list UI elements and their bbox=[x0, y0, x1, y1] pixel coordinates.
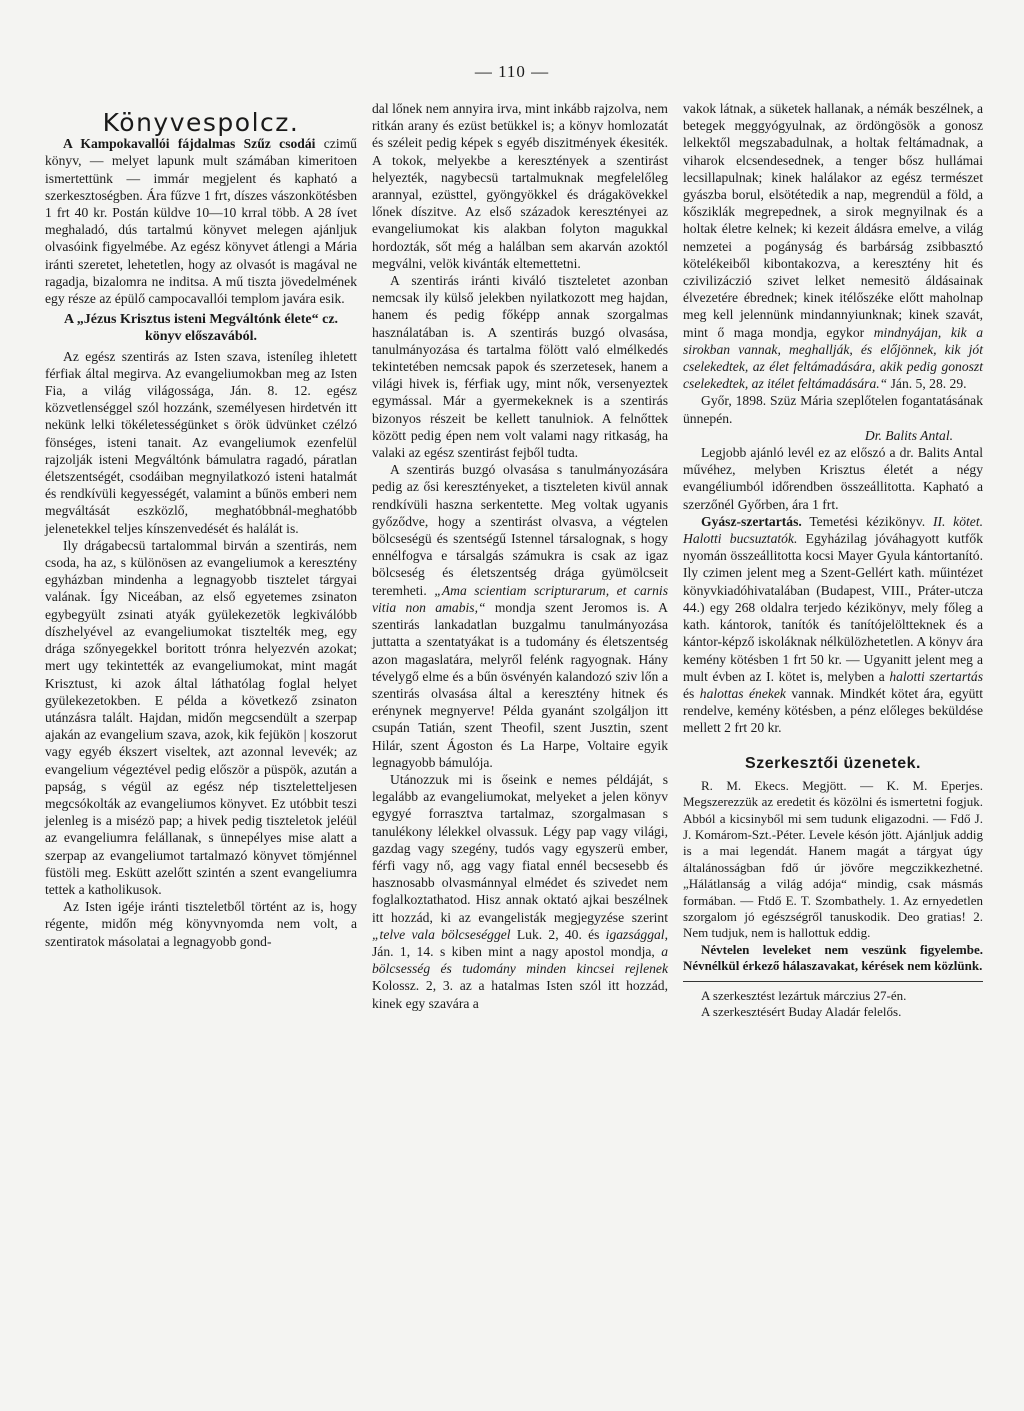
footer-line: A szerkesztésért Buday Aladár felelős. bbox=[701, 1004, 902, 1019]
divider bbox=[683, 981, 983, 982]
book-title: Gyász-szertartás. bbox=[701, 513, 802, 529]
column-1 bbox=[45, 100, 357, 950]
preface-paragraph bbox=[372, 771, 668, 1012]
text-run: halotti szertartás bbox=[889, 668, 983, 684]
text-run: Ján. 5, 28. 29. bbox=[887, 376, 967, 392]
preface-paragraph: dal lőnek nem annyira irva, mint inkább rajzolva, nem ritkán arany és ezüst betükkel is; a könyv homlozatát és széleit pedig képek s egyéb diszitmények ékesiték. A tokok, melyekbe a keresztények a szentirást helyezték, nagybecsü tartalmuknak megfelelőleg arannyal, ezüsttel, gyöngyökkel és drágakövekkel lőnek díszitve. Az első századok keresztényei az evangeliumokat kis alakban folyton magukkal hordozták, sőt még a halálban sem akarván azoktól megválni, velök kivánták eltemettetni. bbox=[372, 101, 668, 271]
column-3 bbox=[683, 100, 983, 1020]
section-title: Könyvespolcz. bbox=[102, 108, 300, 137]
quote: igazsággal bbox=[605, 926, 665, 942]
text-run: és bbox=[683, 685, 700, 701]
text-run: Luk. 2, 40. és bbox=[510, 926, 606, 942]
book-title: A Kampokavallói fájdalmas Szűz csodái bbox=[63, 136, 316, 152]
review-paragraph: Legjobb ajánló levél ez az előszó a dr. Balits Antal művéhez, melyben Krisztus életét a négy evangéliumból időrendben összeállitotta. Kapható a szerzőnél Győrben, ára 1 frt. bbox=[683, 445, 983, 512]
preface-paragraph: A szentirás iránti kiváló tiszteletet azonban nemcsak ily külső jelekben nyilatkozott meg hajdan, hanem és pedig főképp annak szorgalmas használatában is. A szentirás buzgó olvasása, tanulmányozása és tartalma fölött való elmélkedés tekintetében nemcsak papok és szerzetesek, hanem a világi hivek is, férfiak ugy, mint nők, versenyeztek egymással. Már a gyermekeknek is a szentirás bizonyos részeit be kellett tanulniok. A felnőttek között pedig épen nem volt valami nagy ritkaság, ha valaki az egész szentirást fejből tudta. bbox=[372, 273, 668, 461]
column-2 bbox=[372, 100, 668, 1012]
book-notice-text: czimű könyv, — melyet lapunk mult számában kimeritoen ismertettünk — immár megjelent és kapható a szerkesztoségben. Ára fűzve 1 frt, díszes vászonkötésben 1 frt 40 kr. Postán küldve 10—10 krral több. A 28 ívet meghaladó, dús tartalmú könyvet melegen ajánljuk olvasóink figyelmébe. Az egész könyvet átlengi a Mária iránti szeretet, lehetetlen, hogy az olvasót is magával ne ragadja, bizalomra ne inditsa. A mű tiszta jövedelmének egy része az épülő campocavallói templom javára esik. bbox=[45, 136, 357, 307]
text-run: Kolossz. 2, 3. az a hatalmas Isten szól itt hozzád, kinek egy szavára a bbox=[372, 978, 668, 1011]
preface-heading: A „Jézus Krisztus isteni Megváltónk élete“ cz. könyv előszavából. bbox=[63, 312, 339, 345]
editor-messages: R. M. Ekecs. Megjött. — K. M. Eperjes. Megszerezzük az eredetit és közölni és ismertetni fogjuk. Abból a kicsinyből mi sem tudunk eligazodni. — Fdő J. J. Komárom-Szt.-Péter. Levele késón jött. Ajánljuk addig is a mai legendát. Hanem magát a tárgyat úgy általánosságban fdő úr jövőre megczikkezhetné. „Hálátlanság a világ adója“ mindig, csak másmás formában. — Ftdő E. T. Szombathely. 1. Az ernyedetlen szorgalom jó egészségről tanuskodik. Deo gratias! 2. Nem tudjuk, nem is hallottuk eddig. bbox=[683, 777, 983, 941]
preface-paragraph: Az Isten igéje iránti tiszteletből történt az is, hogy régente, midőn még könyvnyomda nem volt, a szentiratok másolatai a legnagyobb gond- bbox=[45, 899, 357, 949]
text-run: vakok látnak, a süketek hallanak, a némák beszélnek, a betegek meggyógyulnak, az ördöngösök a gonosz lelkektől megszabadulnak, a holtak feltámadnak, a viharok elcsendesednek, a tenger bősz hullámai lecsillapulnak; kinek halálakor az egész természet gyászba borul, elsötétedik a nap, megrendül a föld, a kősziklák megrepednek, a sirok megnyilnak és a holtak életre kelnek; ki kezeit áldásra emelve, a világ nemzetei a pogányság és barbárság zsibbasztó kötelékeiből kibontakozva, a keresztény hit és czivilizáczió szivet lelket nemesitö áldásainak élvezetére ébrednek; kinek itélőszéke előtt maholnap meg kell jelennünk mindannyiunknak; kinek szavát, mint ő maga mondja, egykor bbox=[683, 101, 983, 340]
page-number: — 110 — bbox=[474, 62, 550, 81]
subtitle: II. kötet. Halotti bucsuztatók. bbox=[683, 513, 983, 547]
text-run: mondja szent Jeromos is. A szentirás lankadatlan buzgalmu tanulmányozása juttatta a szentatyákat is a tudomány és életszentség azon magaslatára, melyről felénk ragyognak. Hány tévelygő elme és a bűn ösvényén kalandozó sziv lőn a szentirás olvasása által a keresztény hitnek és erénynek megnyerve! Példa gyanánt szolgáljon itt csupán Tatián, szent Theofil, szent Jusztin, szent Hilár, szent Ágoston és La Harpe, Voltaire egyik legnagyobb bámulója. bbox=[372, 599, 668, 770]
quote: a bölcsesség és tudomány minden kincsei rejlenek bbox=[372, 943, 668, 977]
text-run: Utánozzuk mi is őseink e nemes példáját, s legalább az evangeliumokat, melyeket a jelen könyv egygyé forrasztva tartalmaz, szorgalmasan s tanulékony lélekkel olvassuk. Légy pap vagy világi, gazdag vagy szegény, tudós vagy egyszerü ember, férfi vagy nő, agg vagy fiatal ennél becsesebb és hasznosabb olvasmánnyal elmédet és szivedet nem foglalkoztathatod. Hisz annak oktató ajkai beszélnek itt hozzád, ki az evangelisták megjegyzése szerint bbox=[372, 771, 668, 925]
preface-paragraph: Az egész szentirás az Isten szava, isteníleg ihletett férfiak által megirva. Az evangeliumokban meg az Isten Fia, a világ világossága, Ján. 8. 12. egész közvetlenséggel szól hozzánk, személyesen hirdetvén itt nekünk lelki tökéletességünket s örök üdvünket czélzó fönséges, isteni tanait. Az evangeliumok ezenfelül rajzolják isteni Megváltónk bámulatra ragadó, páratlan életszentségét, csodáiban megnyilatkozó isteni hatalmát és rendkívüli kegyességét, valamint a bűnös emberi nem megváltását eszközlő, meghatóbbnál-meghatóbb jelenetekkel teljes kínszenvedését és halálát is. bbox=[45, 348, 357, 536]
preface-paragraph bbox=[683, 100, 983, 392]
editor-messages-heading: Szerkesztői üzenetek. bbox=[745, 754, 921, 772]
signature: Dr. Balits Antal. bbox=[864, 427, 953, 443]
text-run: halottas énekek bbox=[699, 685, 786, 701]
text-run: , Ján. 1, 14. s kiben mint a nagy apostol mondja, bbox=[372, 926, 668, 959]
editor-notice: Névtelen leveleket nem veszünk figyelembe. Névnélkül érkező hálaszavakat, kérések nem közlünk. bbox=[683, 941, 983, 974]
review-paragraph bbox=[683, 513, 983, 737]
quote: „telve vala bölcseséggel bbox=[372, 926, 511, 942]
text-run: vannak. Mindkét kötet ára, együtt rendelve, kemény kötésben, a pénz előleges beküldése mellett 2 frt 20 kr. bbox=[683, 685, 983, 736]
quote: mindnyájan, kik a sirokban vannak, meghallják, és előjönnek, kik jót cselekedtek, az élet feltámadására, akik pedig gonoszt cselekedtek, az itélet feltámadására.“ bbox=[683, 324, 983, 392]
book-notice bbox=[45, 135, 357, 307]
preface-paragraph: Ily drágabecsü tartalommal birván a szentirás, nem csoda, ha az, s különösen az evangeliumok a keresztény egyházban mindenha a legnagyobb tisztelet tárgyai valának. Így Niceában, az első egyetemes zsinaton egybegyült zsinati atyák gyülekezetök legkiválóbb díszhelyével az evangeliumokat tisztelték meg, egy drága szőnyegekkel boritott trónra helyezvén azokat; mert ugy tekintették az evangeliumokat, mint magát Krisztust, ki azok által láthatólag foglal helyet gyülekezetokben. E példa a következő zsinaton utánzásra talált. Hajdan, midőn megcsendült a szerpap ajakán az evangelium szava, azok, kik fejükön | koszorut vagy egyéb ékszert viseltek, azt azonnal levevék; az evangelium végeztével pedig először a püspök, azután a papság, s végül az egész nép tiszteletteljesen megcsókolták az evangeliumos könyvet. Ez utóbbit teszi jelenleg is a misézö pap; a hivek pedig tiszteletok jeléül az evangeliumra felállanak, s ünnepélyes mise alatt a szerpap az evangeliumot tartalmazó könyvet tömjénnel füstöli meg. Eskütt azelőtt szintén a szent evangeliumra tettek a katholikusok. bbox=[45, 537, 357, 897]
preface-paragraph bbox=[372, 461, 668, 771]
dateline: Győr, 1898. Szüz Mária szeplőtelen fogantatásának ünnepén. bbox=[683, 393, 983, 426]
latin-quote: „Ama scientiam scripturarum, et carnis vitia non amabis,“ bbox=[372, 582, 668, 615]
text-run: Egyházilag jóváhagyott kutfők nyomán összeállitotta kocsi Mayer Gyula kántortanító. Ily czimen jelent meg a Szent-Gellért kath. műintézet könyvkiadóhivatalában (Budapest, VIII., Práter-utcza 44.) egy 268 oldalra terjedo kézikönyv, mely főleg a kath. kántorok, tanítók és tanítójelöltteknek és a kántor-képző iskoláknak nélkülözhetetlen. A könyv ára kemény kötésben 1 frt 50 kr. — Ugyanitt jelent meg a mult évben az I. kötet is, melyben a bbox=[683, 531, 983, 684]
text-run: Temetési kézikönyv. bbox=[801, 513, 933, 529]
footer-line: A szerkesztést lezártuk márczius 27-én. bbox=[701, 987, 907, 1003]
text-run: A szentirás buzgó olvasása s tanulmányozására pedig az ősi keresztényeket, a tiszteleten kivül annak rendkívüli haszna serkentette. Meg voltak ugyanis győződve, hogy a szentirást olvasva, a végtelen bölcseségü és szentségű Istennel társalognak, s hogy ennélfogva e társalgás számukra is csak az igaz bölcseség és életszentség drága gyümölcseit teremheti. bbox=[372, 462, 668, 598]
